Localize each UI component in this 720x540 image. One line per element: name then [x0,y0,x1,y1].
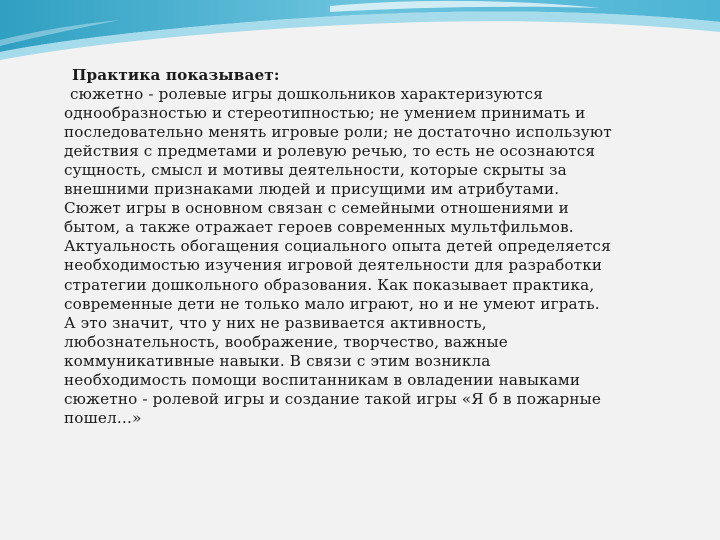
text-line: действия с предметами и ролевую речью, то есть не осознаются [64,142,596,161]
text-line: последовательно менять игровые роли; не достаточно используют [64,123,612,142]
text-line: Актуальность обогащения социального опыта детей определяется [64,237,611,256]
slide-heading: Практика показывает: [72,66,280,84]
text-line: стратегии дошкольного образования. Как показывает практика, [64,275,595,294]
text-line: необходимость помощи воспитанникам в овладении навыками [64,370,581,389]
text-line: сюжетно - ролевой игры и создание такой игры «Я б в пожарные [64,389,602,408]
header-wave-decoration [0,0,720,62]
text-line: любознательность, воображение, творчество, важные [64,332,508,351]
text-line: необходимостью изучения игровой деятельности для разработки [64,256,603,275]
text-line: коммуникативные навыки. В связи с этим возникла [64,351,491,370]
text-line: сюжетно - ролевые игры дошкольников характеризуются [70,85,543,104]
text-line: внешними признаками людей и присущими им атрибутами. [64,180,560,199]
text-line: Сюжет игры в основном связан с семейными отношениями и [64,199,569,218]
text-line: бытом, а также отражает героев современных мультфильмов. [64,218,574,237]
text-line: однообразностью и стереотипностью; не умением принимать и [64,104,586,123]
slide-text-block [64,66,694,428]
text-line: А это значит, что у них не развивается активность, [64,313,487,332]
text-line: сущность, смысл и мотивы деятельности, которые скрыты за [64,161,567,180]
text-line: современные дети не только мало играют, но и не умеют играть. [64,294,600,313]
text-line: пошел…» [64,408,142,427]
